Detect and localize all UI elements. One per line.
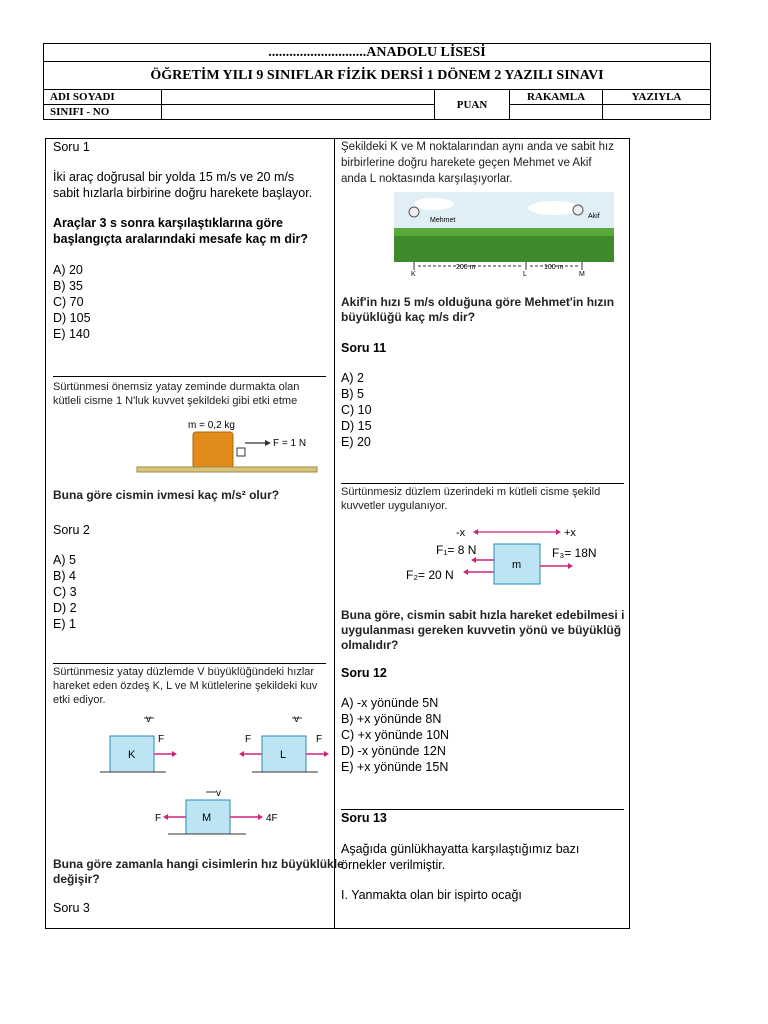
q2-force-label: F = 1 N: [273, 438, 307, 449]
column-divider: [334, 138, 335, 929]
svg-text:K: K: [128, 749, 136, 761]
q11-figure-text: Şekildeki K ve M noktalarından aynı anda ve sabit hız birbirlerine doğru harekete geçen Mehmet ve Akif anda L noktasında karşılaşıyorlar.: [341, 141, 614, 185]
svg-text:L: L: [280, 749, 287, 761]
grass: [394, 234, 614, 262]
yaziyla-label: YAZIYLA: [603, 90, 711, 105]
svg-text:v: v: [294, 714, 299, 725]
rakamla-field[interactable]: [510, 105, 603, 120]
class-label: SINIFI - NO: [44, 105, 162, 120]
divider: [341, 483, 624, 484]
q11-options: A) 2 B) 5 C) 10 D) 15 E) 20: [341, 371, 372, 449]
school-name: ............................ANADOLU LİSESİ: [44, 44, 711, 62]
svg-text:Akif: Akif: [588, 213, 600, 220]
q12-title: Soru 12: [341, 666, 387, 680]
name-label: ADI SOYADI: [44, 90, 162, 105]
q1-options: A) 20 B) 35 C) 70 D) 105 E) 140: [53, 263, 91, 341]
q12-forces-figure: [406, 524, 616, 588]
q11-title: Soru 11: [341, 341, 387, 355]
mehmet-figure: [409, 207, 419, 217]
svg-text:+x: +x: [564, 527, 576, 539]
svg-text:F: F: [245, 734, 252, 745]
exam-title: ÖĞRETİM YILI 9 SINIFLAR FİZİK DERSİ 1 DÖNEM 2 YAZILI SINAVI: [44, 62, 711, 90]
svg-text:m: m: [512, 559, 522, 571]
svg-text:F₁= 8 N: F₁= 8 N: [436, 543, 477, 557]
yaziyla-field[interactable]: [603, 105, 711, 120]
q1-text: İki araç doğrusal bir yolda 15 m/s ve 20 m/s sabit hızlarla birbirine doğru harekete başlayor.: [53, 170, 313, 200]
svg-text:-x: -x: [456, 527, 466, 539]
svg-text:L: L: [523, 271, 527, 276]
q2-figure-text: Sürtünmesi önemsiz yatay zeminde durmakta olan kütleli cisme 1 N'luk kuvvet şekildeki gibi etki etme: [53, 381, 300, 407]
rakamla-label: RAKAMLA: [510, 90, 603, 105]
q1-question: Araçlar 3 s sonra karşılaştıklarına göre başlangıçta aralarındaki mesafe kaç m dir?: [53, 216, 308, 246]
q3-title: Soru 3: [53, 901, 90, 915]
q2-question: Buna göre cismin ivmesi kaç m/s² olur?: [53, 488, 280, 502]
q3-figure-text: Sürtünmesiz yatay düzlemde V büyüklüğündeki hızlar hareket eden özdeş K, L ve M kütlelerine şekildeki kuv etki ediyor.: [53, 666, 318, 706]
svg-text:200 m: 200 m: [456, 264, 476, 271]
svg-text:Mehmet: Mehmet: [430, 217, 456, 224]
name-field[interactable]: [162, 90, 435, 105]
q3-blocks-figure: [96, 712, 334, 842]
q13-item-1: I. Yanmakta olan bir ispirto ocağı: [341, 888, 522, 902]
svg-text:K: K: [411, 271, 416, 276]
svg-text:F₃= 18N: F₃= 18N: [552, 546, 597, 560]
q2-block: [193, 432, 233, 468]
q11-question: Akif'in hızı 5 m/s olduğuna göre Mehmet'in hızın büyüklüğü kaç m/s dir?: [341, 295, 615, 324]
svg-text:4F: 4F: [266, 813, 278, 824]
divider: [53, 663, 326, 664]
svg-text:M: M: [202, 812, 212, 824]
svg-text:v: v: [216, 788, 221, 799]
svg-text:F: F: [155, 813, 162, 824]
svg-text:100 m: 100 m: [544, 264, 564, 271]
svg-text:F: F: [316, 734, 323, 745]
svg-text:v: v: [146, 714, 151, 725]
q1-title: Soru 1: [53, 140, 90, 154]
puan-label: PUAN: [435, 90, 510, 120]
q13-title: Soru 13: [341, 811, 387, 825]
svg-text:F: F: [158, 734, 165, 745]
q3-question: Buna göre zamanla hangi cisimlerin hız büyüklükle değişir?: [53, 857, 344, 886]
q2-point: [237, 448, 245, 456]
akif-figure: [573, 205, 583, 215]
q2-options: A) 5 B) 4 C) 3 D) 2 E) 1: [53, 553, 77, 631]
q2-mass-label: m = 0,2 kg: [188, 420, 235, 431]
svg-text:F₂= 20 N: F₂= 20 N: [406, 568, 454, 582]
q12-options: A) -x yönünde 5N B) +x yönünde 8N C) +x yönünde 10N D) -x yönünde 12N E) +x yönünde 15N: [341, 696, 450, 774]
q13-text: Aşağıda günlükhayatta karşılaştığımız bazı örnekler verilmiştir.: [341, 842, 580, 872]
q12-question: Buna göre, cismin sabit hızla hareket edebilmesi i uygulanması gereken kuvvetin yönü ve büyüklüğ olmalıdır?: [341, 608, 625, 652]
q11-race-figure: [394, 192, 616, 276]
q2-title: Soru 2: [53, 523, 90, 537]
q2-floor: [137, 467, 317, 472]
svg-text:M: M: [579, 271, 585, 276]
class-field[interactable]: [162, 105, 435, 120]
q12-figure-text: Sürtünmesiz düzlem üzerindeki m kütleli cisme şekild kuvvetler uygulanıyor.: [341, 486, 601, 512]
q2-block-figure: [133, 415, 323, 475]
exam-header: [43, 43, 711, 120]
divider: [53, 376, 326, 377]
